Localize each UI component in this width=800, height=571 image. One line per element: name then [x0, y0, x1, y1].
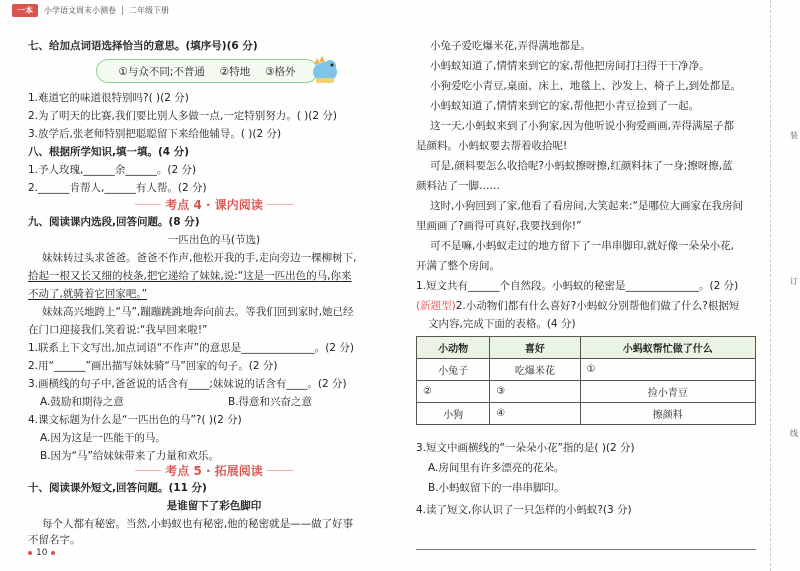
brand-badge: 一本: [12, 4, 38, 17]
q10-passage-line-2: 不留名字。: [28, 534, 81, 546]
q9-passage-line-5: 在门口迎接我们,笑着说:“我早回来啦!”: [28, 324, 208, 336]
table-header-cell: 小动物: [417, 337, 490, 359]
rp-line-8: 颜料沾了一脚……: [416, 180, 500, 192]
rp-line-6: 是颜料。小蚂蚁要去帮着收拾呢!: [416, 140, 568, 152]
q7-item-3: 3.放学后,张老师特别把聪聪留下来给他辅导。( )(2 分): [28, 128, 282, 140]
q7-option-3: ③格外: [265, 65, 296, 78]
rp-line-11: 可不是嘛,小蚂蚁走过的地方留下了一串串脚印,就好像一朵朵小花,: [430, 240, 735, 252]
table-cell: 小兔子: [417, 359, 490, 381]
q8-title: 八、根据所学知识,填一填。(4 分): [28, 146, 190, 158]
new-type-badge: (新题型): [416, 300, 456, 312]
q10-passage-line-1: 每个人都有秘密。当然,小蚂蚁也有秘密,他的秘密就是——做了好事: [42, 518, 354, 530]
q9-passage-line-1: 妹妹转过头求爸爸。爸爸不作声,他松开我的手,走向旁边一棵柳树下,: [42, 252, 357, 264]
rq2-line-1: [416, 298, 739, 314]
dinosaur-mascot-icon: [308, 54, 342, 84]
table-cell-answer[interactable]: ①: [580, 359, 755, 381]
q10-title: 十、阅读课外短文,回答问题。(11 分): [28, 482, 207, 494]
q7-option-2: ②特地: [219, 65, 251, 78]
kp4-bar-right: [267, 204, 293, 205]
q9-item-1: 1.联系上下文写出,加点词语“不作声”的意思是______________。(2 分): [28, 342, 354, 354]
kp4-heading: [28, 196, 400, 213]
q9-item-4: 4.课文标题为什么是“一匹出色的马”?( )(2 分): [28, 414, 242, 426]
header-divider: [122, 6, 123, 15]
table-row: [417, 403, 756, 425]
kp4-bar-left: [135, 204, 161, 205]
kp5-heading: [28, 462, 400, 479]
q7-title: 七、给加点词语选择恰当的意思。(填序号)(6 分): [28, 40, 258, 52]
grade-label: 二年级下册: [129, 6, 169, 15]
q9-item-3-option-b: B.得意和兴奋之意: [228, 396, 313, 408]
page-number: 10: [36, 548, 48, 558]
series-title: 小学语文周末小测卷: [44, 6, 116, 15]
side-mark-2: 订: [790, 277, 798, 286]
rp-line-10: 里画画了?画得可真好,我要找到你!”: [416, 220, 582, 232]
kp5-bar-right: [267, 470, 293, 471]
q9-item-4-option-a: A.因为这是一匹能干的马。: [40, 432, 166, 444]
table-cell: 吃爆米花: [490, 359, 580, 381]
rp-line-9: 这时,小狗回到了家,他看了看房间,大笑起来:“是哪位大画家在我房间: [430, 200, 743, 212]
table-row: [417, 381, 756, 403]
table-header-cell: 喜好: [490, 337, 580, 359]
binding-line: [770, 0, 771, 571]
q8-item-2: 2.______肯帮人,______有人帮。(2 分): [28, 182, 207, 194]
table-header-cell: 小蚂蚁帮忙做了什么: [580, 337, 755, 359]
table-cell-answer[interactable]: ④: [490, 403, 580, 425]
footer-dot-icon: [28, 551, 32, 555]
q9-title: 九、阅读课内选段,回答问题。(8 分): [28, 216, 200, 228]
rp-line-4: 小蚂蚁知道了,情情来到它的家,帮他把小青豆捡到了一起。: [430, 100, 700, 112]
q9-item-3-option-a: A.鼓励和期待之意: [40, 396, 124, 408]
table-cell: 小狗: [417, 403, 490, 425]
q7-option-box: [96, 59, 318, 83]
rq2-text: 2.小动物们都有什么喜好?小蚂蚁分别帮他们做了什么?根据短: [455, 300, 740, 312]
rp-line-1: 小兔子爱吃爆米花,弄得满地都是。: [430, 40, 591, 52]
rq4-answer-line[interactable]: [416, 538, 756, 550]
rq3-option-a: A.房间里有许多漂亮的花朵。: [428, 462, 565, 474]
q9-item-2: 2.用“______”画出描写妹妹骑“马”回家的句子。(2 分): [28, 360, 278, 372]
rp-line-3: 小狗爱吃小青豆,桌面、床上、地毯上、沙发上、椅子上,到处都是。: [430, 80, 742, 92]
q7-item-1: 1.难道它的味道很特别吗?( )(2 分): [28, 92, 189, 104]
rq1: 1.短文共有______个自然段。小蚂蚁的秘密是______________。(2 分): [416, 280, 739, 292]
table-header-row: [417, 337, 756, 359]
q8-item-1: 1.予人玫瑰,______余______。(2 分): [28, 164, 197, 176]
rq3-option-b: B.小蚂蚁留下的一串串脚印。: [428, 482, 565, 494]
q7-option-1: ①与众不同;不普通: [118, 65, 205, 78]
table-cell-answer[interactable]: ③: [490, 381, 580, 403]
q9-passage-line-4: 妹妹高兴地跨上“马”,蹦蹦跳跳地奔向前去。等我们回到家时,她已经: [42, 306, 354, 318]
rp-line-12: 开满了整个房间。: [416, 260, 500, 272]
q7-item-2: 2.为了明天的比赛,我们要比别人多做一点,一定特别努力。( )(2 分): [28, 110, 337, 122]
q9-passage-title: 一匹出色的马(节选): [167, 234, 261, 246]
rq4: 4.读了短文,你认识了一只怎样的小蚂蚁?(3 分): [416, 504, 632, 516]
q9-passage-line-3: 不动了,就骑着它回家吧。”: [28, 288, 148, 300]
rq2-line-2: 文内容,完成下面的表格。(4 分): [428, 318, 576, 330]
q9-item-3: 3.画横线的句子中,爸爸说的话含有____;妹妹说的话含有____。(2 分): [28, 378, 347, 390]
answer-table: [416, 336, 756, 425]
rq3: 3.短文中画横线的“一朵朵小花”指的是( )(2 分): [416, 442, 635, 454]
kp5-label: 考点 5 · 拓展阅读: [165, 464, 263, 478]
q9-passage-line-2: 拾起一根又长又细的枝条,把它递给了妹妹,说:“这是一匹出色的马,你来: [28, 270, 352, 282]
kp5-bar-left: [135, 470, 161, 471]
kp4-label: 考点 4 · 课内阅读: [165, 198, 263, 212]
page-footer: [28, 548, 55, 558]
side-mark-1: 装: [790, 131, 798, 140]
rp-line-2: 小蚂蚁知道了,情情来到它的家,帮他把房间打扫得干干净净。: [430, 60, 710, 72]
page-header: [12, 4, 169, 17]
side-mark-3: 线: [790, 429, 798, 438]
table-cell: 捡小青豆: [580, 381, 755, 403]
q10-passage-title: 是谁留下了彩色脚印: [166, 500, 262, 512]
q9-item-4-option-b: B.因为“马”给妹妹带来了力量和欢乐。: [40, 450, 219, 462]
footer-dot-icon: [51, 551, 55, 555]
rp-line-5: 这一天,小蚂蚁来到了小狗家,因为他听说小狗爱画画,弄得满屋子都: [430, 120, 735, 132]
table-cell-answer[interactable]: ②: [417, 381, 490, 403]
table-cell: 擦颜料: [580, 403, 755, 425]
rp-line-7: 可是,颜料要怎么收拾呢?小蚂蚁擦呀擦,红颜料抹了一身;擦呀擦,蓝: [430, 160, 733, 172]
table-row: [417, 359, 756, 381]
